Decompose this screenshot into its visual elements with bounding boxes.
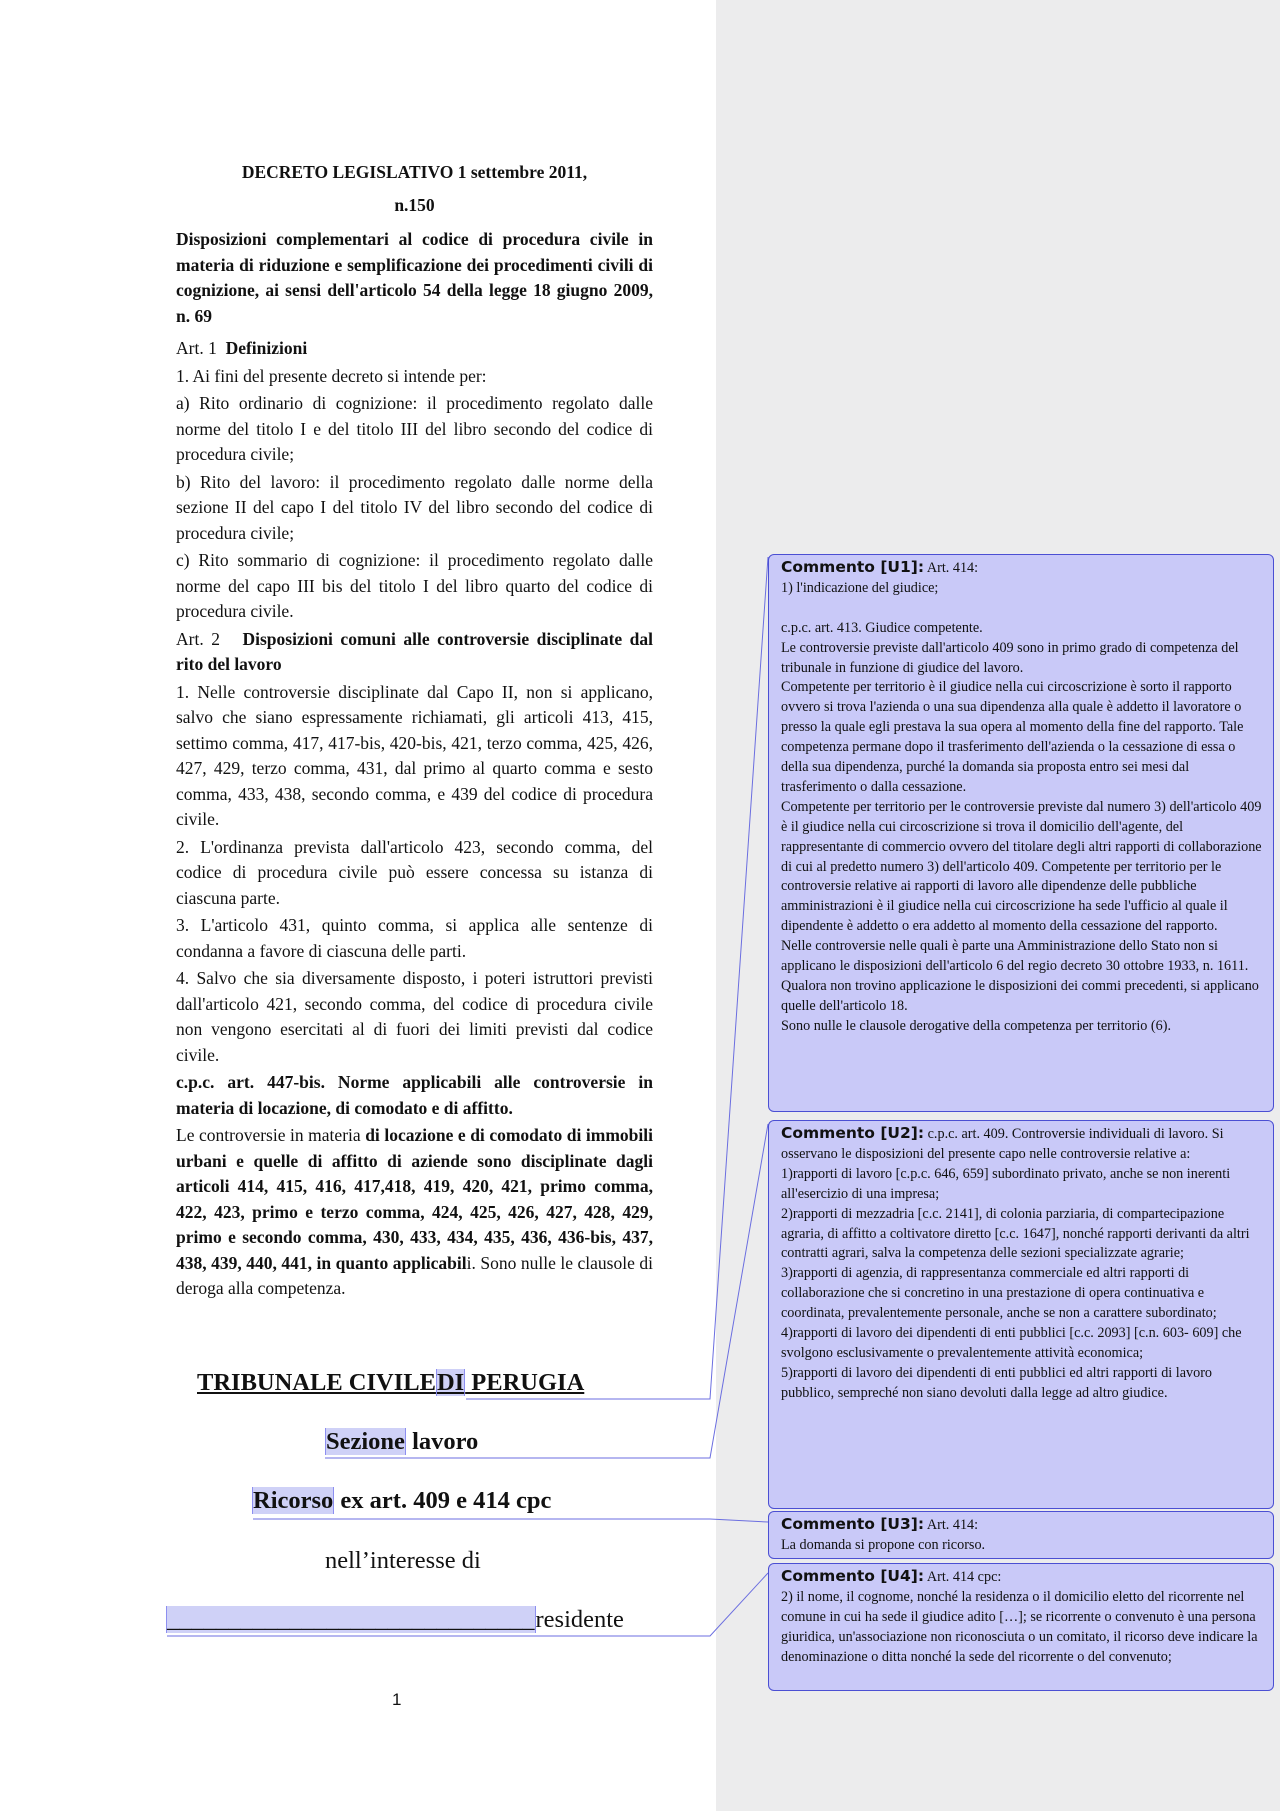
- ricorso-heading: Ricorso ex art. 409 e 414 cpc: [253, 1487, 552, 1514]
- art1-item-b: b) Rito del lavoro: il procedimento regolato dalle norme della sezione II del capo I del titolo IV del libro secondo del codice di procedura civile;: [176, 471, 653, 543]
- highlight-di[interactable]: DI: [436, 1369, 465, 1396]
- comment-u3[interactable]: Commento [U3]: Art. 414: La domanda si propone con ricorso.: [768, 1511, 1274, 1559]
- art2-para-1: 1. Nelle controversie disciplinate dal Capo II, non si applicano, salvo che siano espressamente richiamati, gli articoli 413, 415, settimo comma, 417, 417-bis, 420-bis, 421, terzo comma, 425, 426, 427, 429, terzo comma, 431, dal primo al quarto comma e sesto comma, 433, 438, secondo comma, e 439 del codice di procedura civile.: [176, 681, 653, 829]
- page-number: 1: [392, 1690, 402, 1709]
- cpc447-text: Le controversie in materia di locazione e di comodato di immobili urbani e quelle di affitto di aziende sono disciplinate dagli articoli 414, 415, 416, 417,418, 419, 420, 421, primo comma, 422, 423, primo e terzo comma, 424, 425, 426, 427, 428, 429, primo e secondo comma, 430, 433, 434, 435, 436, 436-bis, 437, 438, 439, 440, 441, in quanto applicabili. Sono nulle le clausole di deroga alla competenza.: [176, 1125, 653, 1298]
- comment-u1[interactable]: Commento [U1]: Art. 414: 1) l'indicazione del giudice; c.p.c. art. 413. Giudice competente. Le controversie previste dall'articolo 409 sono in primo grado di competenza del tribunale in funzione di giudice del lavoro. Competente per territorio è il giudice nella cui circoscrizione è sorto il rapporto ovvero si trova l'azienda o una sua dipendenza alla quale è addetto il lavoratore o presso la quale egli prestava la sua opera al momento della fine del rapporto. Tale competenza permane dopo il trasferimento dell'azienda o la cessazione di essa o della sua dipendenza, purché la domanda sia proposta entro sei mesi dal trasferimento o dalla cessazione. Competente per territorio per le controversie previste dal numero 3) dell'articolo 409 è il giudice nella cui circoscrizione si trova il domicilio dell'agente, del rappresentante di commercio ovvero del titolare degli altri rapporti di collaborazione di cui al predetto numero 3) dell'articolo 409. Competente per territorio per le controversie relative ai rapporti di lavoro alle dipendenze delle pubbliche amministrazioni è il giudice nella cui circoscrizione ha sede l'ufficio al quale il dipendente è addetto o era addetto al momento della cessazione del rapporto. Nelle controversie nelle quali è parte una Amministrazione dello Stato non si applicano le disposizioni dell'articolo 6 del regio decreto 30 ottobre 1933, n. 1611. Qualora non trovino applicazione le disposizioni dei commi precedenti, si applicano quelle dell'articolo 18. Sono nulle le clausole derogative della competenza per territorio (6).: [768, 554, 1274, 1112]
- art2-para-4: 4. Salvo che sia diversamente disposto, i poteri istruttori previsti dall'articolo 421, secondo comma, del codice di procedura civile non vengono esercitati al di fuori dei limiti previsti dal codice civile.: [176, 968, 653, 1065]
- sezione-heading: Sezione lavoro: [326, 1428, 479, 1455]
- residente-line: ______________________________residente: [167, 1606, 624, 1633]
- interesse-line: nell’interesse di: [325, 1547, 481, 1574]
- comment-u4[interactable]: Commento [U4]: Art. 414 cpc: 2) il nome, il cognome, nonché la residenza o il domicilio eletto del ricorrente nel comune in cui ha sede il giudice adito […]; se ricorrente o convenuto è una persona giuridica, un'associazione non riconosciuta o un comitato, il ricorso deve indicare la denominazione o ditta nonché la sede del ricorrente o del convenuto;: [768, 1563, 1274, 1691]
- comment-label: Commento [U4]:: [781, 1567, 925, 1585]
- decree-subtitle: Disposizioni complementari al codice di procedura civile in materia di riduzione e semplificazione dei procedimenti civili di cognizione, ai sensi dell'articolo 54 della legge 18 giugno 2009, n. 69: [176, 229, 653, 326]
- cpc447-heading: c.p.c. art. 447-bis. Norme applicabili alle controversie in materia di locazione, di comodato e di affitto.: [176, 1072, 653, 1118]
- title-line-1: DECRETO LEGISLATIVO 1 settembre 2011,: [241, 162, 588, 182]
- art1-item-c: c) Rito sommario di cognizione: il procedimento regolato dalle norme del capo III bis del titolo I del libro quarto del codice di procedura civile.: [176, 550, 653, 621]
- title-line-2: n.150: [394, 195, 435, 215]
- art2-heading: Art. 2 Disposizioni comuni alle controversie disciplinate dal rito del lavoro: [176, 628, 654, 674]
- articles-block: [176, 336, 653, 1304]
- tribunale-heading: TRIBUNALE CIVILEDI PERUGIA: [197, 1369, 585, 1396]
- highlight-ricorso[interactable]: Ricorso: [253, 1487, 334, 1514]
- art1-item-a: a) Rito ordinario di cognizione: il procedimento regolato dalle norme del titolo I e del titolo III del libro secondo del codice di procedura civile;: [176, 393, 653, 464]
- art1-intro: 1. Ai fini del presente decreto si intende per:: [176, 365, 487, 386]
- highlight-sezione[interactable]: Sezione: [326, 1428, 405, 1455]
- comment-u2[interactable]: Commento [U2]: c.p.c. art. 409. Controversie individuali di lavoro. Si osservano le disposizioni del presente capo nelle controversie relative a: 1)rapporti di lavoro [c.p.c. 646, 659] subordinato privato, anche se non inerenti all'esercizio di una impresa; 2)rapporti di mezzadria [c.c. 2141], di colonia parziaria, di compartecipazione agraria, di affitto a coltivatore diretto [c.c. 1647], nonché rapporti derivanti da altri contratti agrari, salva la competenza delle sezioni specializzate agrarie; 3)rapporti di agenzia, di rappresentanza commerciale ed altri rapporti di collaborazione che si concretino in una prestazione di opera continuativa e coordinata, prevalentemente personale, anche se non a carattere subordinato; 4)rapporti di lavoro dei dipendenti di enti pubblici [c.c. 2093] [c.n. 603- 609] che svolgono esclusivamente o prevalentemente attività economica; 5)rapporti di lavoro dei dipendenti di enti pubblici ed altri rapporti di lavoro pubblico, sempreché non siano devoluti dalla legge ad altro giudice.: [768, 1120, 1274, 1509]
- art2-para-2: 2. L'ordinanza prevista dall'articolo 423, secondo comma, del codice di procedura civile può essere concessa su istanza di ciascuna parte.: [176, 836, 653, 908]
- art1-heading: Art. 1 Definizioni: [176, 338, 308, 358]
- comment-label: Commento [U3]:: [781, 1515, 925, 1533]
- art2-para-3: 3. L'articolo 431, quinto comma, si applica alle sentenze di condanna a favore di ciascuna delle parti.: [176, 915, 653, 961]
- comment-label: Commento [U2]:: [781, 1124, 925, 1142]
- comment-label: Commento [U1]:: [781, 558, 925, 576]
- highlight-blank[interactable]: ______________________________: [167, 1606, 535, 1633]
